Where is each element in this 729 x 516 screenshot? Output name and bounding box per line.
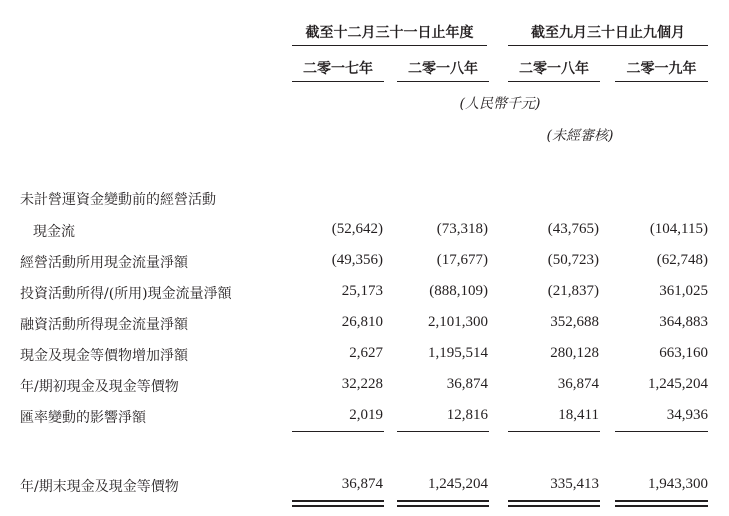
row-label-fx-effect: 匯率變動的影響淨額	[20, 410, 146, 426]
cell-value: (21,837)	[547, 283, 599, 299]
cell-value: 1,245,204	[428, 476, 488, 492]
cell-value: 18,411	[558, 407, 599, 423]
cell-value: 2,019	[349, 407, 383, 423]
cell-value: 36,874	[341, 476, 383, 492]
cell-value: 25,173	[341, 283, 383, 299]
group-header-nine-months: 截至九月三十日止九個月	[531, 25, 685, 41]
total-double-rule	[292, 505, 384, 507]
total-double-rule	[397, 505, 489, 507]
row-label-opening-cash: 年/期初現金及現金等價物	[20, 379, 179, 395]
cell-value: (104,115)	[649, 221, 708, 237]
cell-value: 663,160	[659, 345, 708, 361]
cell-value: 361,025	[659, 283, 708, 299]
year-underline	[292, 81, 384, 82]
total-double-rule	[615, 500, 708, 502]
total-double-rule	[615, 505, 708, 507]
total-double-rule	[397, 500, 489, 502]
cell-value: (62,748)	[656, 252, 708, 268]
year-header-2018-nine-months: 二零一八年	[519, 61, 589, 77]
subtotal-rule	[508, 431, 600, 432]
cell-value: 1,245,204	[648, 376, 708, 392]
cell-value: 2,101,300	[428, 314, 488, 330]
row-label-operating-net: 經營活動所用現金流量淨額	[20, 255, 188, 271]
cell-value: (888,109)	[429, 283, 488, 299]
year-underline	[615, 81, 708, 82]
row-label-closing-cash: 年/期末現金及現金等價物	[20, 479, 179, 495]
subtotal-rule	[292, 431, 384, 432]
cell-value: (17,677)	[436, 252, 488, 268]
total-double-rule	[292, 500, 384, 502]
year-header-2018: 二零一八年	[408, 61, 478, 77]
row-label-cash-flow: 現金流	[33, 224, 75, 240]
row-label-operating-before-wc: 未計營運資金變動前的經營活動	[20, 192, 216, 208]
cell-value: (49,356)	[331, 252, 383, 268]
unaudited-note: (未經審核)	[546, 128, 614, 144]
cell-value: (43,765)	[547, 221, 599, 237]
row-label-net-increase: 現金及現金等價物增加淨額	[20, 348, 188, 364]
cell-value: (50,723)	[547, 252, 599, 268]
year-header-2017: 二零一七年	[303, 61, 373, 77]
cell-value: 12,816	[446, 407, 488, 423]
subtotal-rule	[615, 431, 708, 432]
year-underline	[397, 81, 489, 82]
cell-value: 32,228	[341, 376, 383, 392]
year-header-2019-nine-months: 二零一九年	[626, 61, 697, 77]
cell-value: 2,627	[349, 345, 383, 361]
total-double-rule	[508, 505, 600, 507]
group-underline	[292, 45, 487, 46]
row-label-financing-net: 融資活動所得現金流量淨額	[20, 317, 188, 333]
unit-note: (人民幣千元)	[459, 96, 541, 112]
cell-value: 1,943,300	[648, 476, 708, 492]
cell-value: 280,128	[550, 345, 599, 361]
group-header-fiscal-year: 截至十二月三十一日止年度	[305, 25, 474, 41]
cell-value: 335,413	[550, 476, 599, 492]
cell-value: 352,688	[550, 314, 599, 330]
year-underline	[508, 81, 600, 82]
total-double-rule	[508, 500, 600, 502]
cell-value: (52,642)	[331, 221, 383, 237]
cell-value: 36,874	[446, 376, 488, 392]
group-underline	[508, 45, 708, 46]
cell-value: 36,874	[557, 376, 599, 392]
cell-value: (73,318)	[436, 221, 488, 237]
subtotal-rule	[397, 431, 489, 432]
cell-value: 364,883	[659, 314, 708, 330]
row-label-investing-net: 投資活動所得/(所用)現金流量淨額	[20, 286, 232, 302]
cell-value: 26,810	[341, 314, 383, 330]
cell-value: 34,936	[666, 407, 708, 423]
cell-value: 1,195,514	[428, 345, 488, 361]
